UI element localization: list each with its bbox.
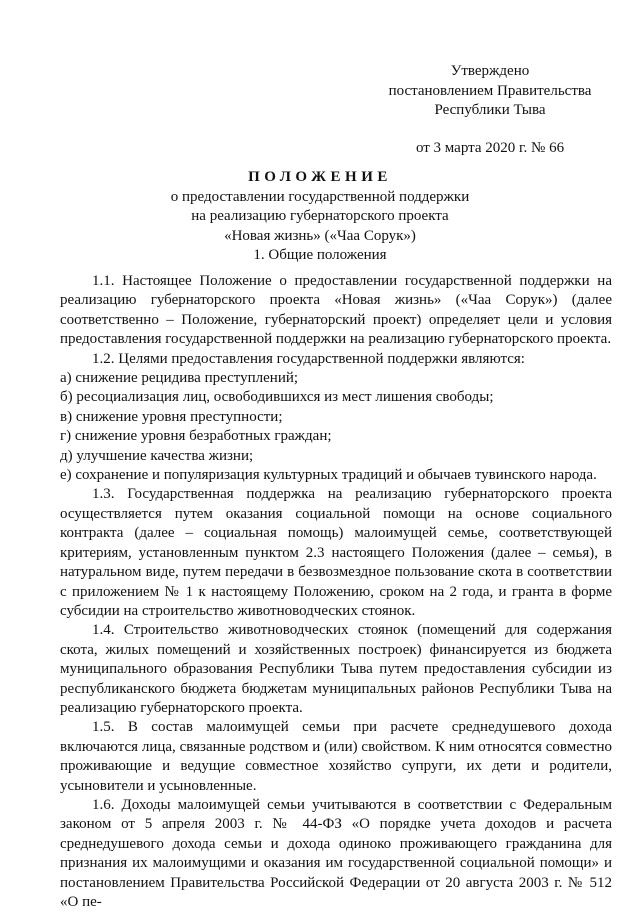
approval-decree-date: от 3 марта 2020 г. № 66 — [415, 139, 565, 156]
paragraph-1-2: 1.2. Целями предоставления государственной поддержки являются: — [92, 350, 525, 367]
list-item-b: б) ресоциализация лиц, освободившихся из мест лишения свободы; — [60, 389, 494, 406]
document-body — [60, 272, 612, 912]
approval-line-republic: Республики Тыва — [434, 102, 546, 118]
approval-line-resolution: постановлением Правительства — [388, 82, 592, 99]
document-subtitle-line-1: о предоставлении государственной поддержки — [170, 188, 470, 205]
document-title: ПОЛОЖЕНИЕ — [248, 169, 392, 185]
paragraph-1-5: 1.5. В состав малоимущей семьи при расчете среднедушевого дохода включаются лица, связанные родством и (или) свойством. К ним относятся совместно проживающие и ведущие совместное хозяйство супруги, их дети и родители, усыновители и усыновленные. — [60, 719, 612, 794]
paragraph-1-3: 1.3. Государственная поддержка на реализацию губернаторского проекта осуществляется путем оказания социальной помощи на основе социального контракта (далее – социальная помощь) малоимущей семье, соответствующей критериям, установленным пунктом 2.3 настоящего Положения (далее – семья), в натуральном виде, путем передачи в безвозмездное пользование скота в соответствии с приложением № 1 к настоящему Положению, сроком на 2 года, и гранта в форме субсидии на строительство животноводческих стоянок. — [60, 486, 612, 619]
document-subtitle-line-3: «Новая жизнь» («Чаа Сорук») — [224, 227, 416, 244]
list-item-v: в) снижение уровня преступности; — [60, 408, 283, 425]
list-item-d: д) улучшение качества жизни; — [60, 447, 254, 464]
list-item-a: а) снижение рецидива преступлений; — [60, 370, 299, 387]
list-item-e: е) сохранение и популяризация культурных традиций и обычаев тувинского народа. — [60, 467, 597, 484]
document-title-block — [60, 168, 580, 246]
section-heading: 1. Общие положения — [253, 247, 387, 263]
document-subtitle-line-2: на реализацию губернаторского проекта — [191, 208, 449, 224]
paragraph-1-6: 1.6. Доходы малоимущей семьи учитываются в соответствии с Федеральным законом от 5 апреля 2003 г. № 44-ФЗ «О порядке учета доходов и расчета среднедушевого дохода семьи и дохода одиноко проживающего гражданина для признания их малоимущими и оказания им государственной социальной помощи» и постановлением Правительства Российской Федерации от 20 августа 2003 г. № 512 «О пе- — [60, 796, 612, 910]
list-item-g: г) снижение уровня безработных граждан; — [60, 428, 332, 445]
approval-stamp — [380, 62, 600, 158]
paragraph-1-1: 1.1. Настоящее Положение о предоставлении государственной поддержки на реализацию губернаторского проекта «Новая жизнь» («Чаа Сорук») (далее соответственно – Положение, губернаторский проект) определяет цели и условия предоставления государственной поддержки на реализацию губернаторского проекта. — [60, 273, 612, 348]
approval-line-approved: Утверждено — [450, 63, 530, 79]
paragraph-1-4: 1.4. Строительство животноводческих стоянок (помещений для содержания скота, жилых помещений и хозяйственных построек) финансируется из бюджета муниципального образования Республики Тыва путем предоставления субсидии из республиканского бюджета бюджетам муниципальных районов Республики Тыва на реализацию губернаторского проекта. — [60, 622, 612, 716]
